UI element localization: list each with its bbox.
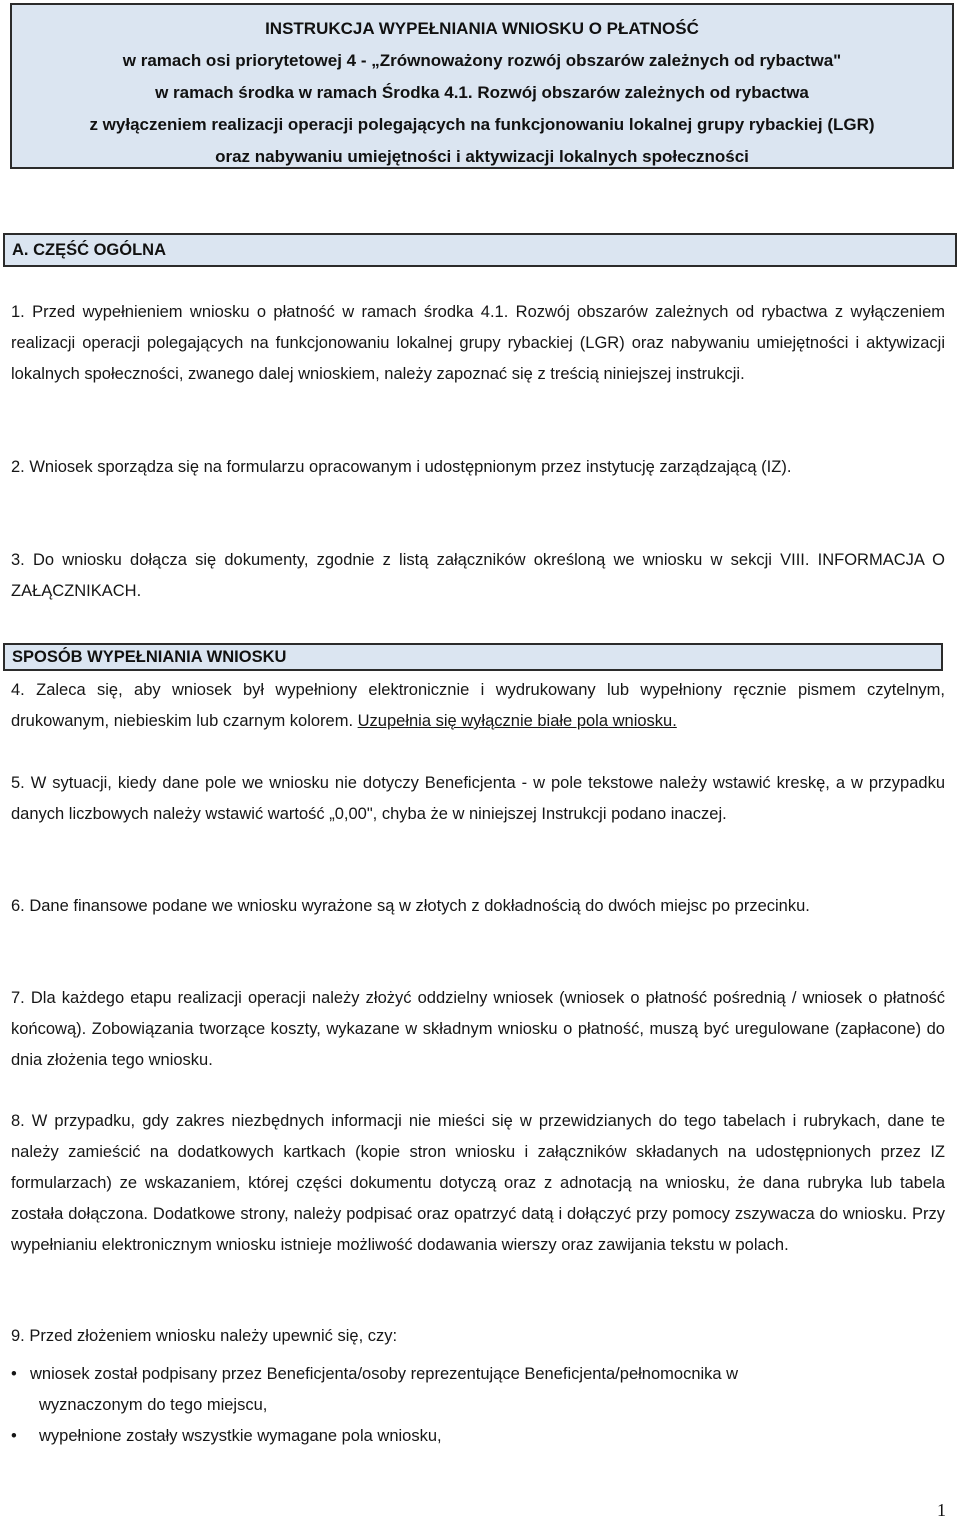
title-line-4: z wyłączeniem realizacji operacji polegających na funkcjonowaniu lokalnej grupy rybackiej (LGR) xyxy=(89,115,875,134)
checklist-item xyxy=(11,1421,945,1452)
section-heading-general: A. CZĘŚĆ OGÓLNA xyxy=(3,233,957,267)
paragraph-4-underlined-text: Uzupełnia się wyłącznie białe pola wniosku. xyxy=(357,712,677,730)
title-line-1: INSTRUKCJA WYPEŁNIANIA WNIOSKU O PŁATNOŚĆ xyxy=(265,19,699,38)
paragraph-6: 6. Dane finansowe podane we wniosku wyrażone są w złotych z dokładnością do dwóch miejsc po przecinku. xyxy=(11,897,810,915)
paragraph-2: 2. Wniosek sporządza się na formularzu opracowanym i udostępnionym przez instytucję zarządzającą (IZ). xyxy=(11,458,792,476)
paragraph-1: 1. Przed wypełnieniem wniosku o płatność w ramach środka 4.1. Rozwój obszarów zależnych od rybactwa z wyłączeniem realizacji operacji polegających na funkcjonowaniu lokalnej grupy rybackiej (LGR) oraz nabywaniu umiejętności i aktywizacji lokalnych społeczności, zwanego dalej wnioskiem, należy zapoznać się z treścią niniejszej instrukcji. xyxy=(11,303,945,383)
title-line-3: w ramach środka w ramach Środka 4.1. Rozwój obszarów zależnych od rybactwa xyxy=(155,83,809,102)
paragraph-5: 5. W sytuacji, kiedy dane pole we wniosku nie dotyczy Beneficjenta - w pole tekstowe należy wstawić kreskę, a w przypadku danych liczbowych należy wstawić wartość „0,00", chyba że w niniejszej Instrukcji podano inaczej. xyxy=(11,774,945,823)
paragraph-4 xyxy=(11,675,945,737)
paragraph-8: 8. W przypadku, gdy zakres niezbędnych informacji nie mieści się w przewidzianych do tego tabelach i rubrykach, dane te należy zamieścić na dodatkowych kartkach (kopie stron wniosku i załączników składanych na udostępnionych przez IZ formularzach) ze wskazaniem, której części dokumentu dotyczą oraz z adnotacją na wniosku, że dana rubryka lub tabela została dołączona. Dodatkowe strony, należy podpisać oraz opatrzyć datą i dołączyć przy pomocy zszywacza do wniosku. Przy wypełnianiu elektronicznym wniosku istnieje możliwość dodawania wierszy oraz zawijania tekstu w polach. xyxy=(11,1112,945,1254)
section-heading-filling-method: SPOSÓB WYPEŁNIANIA WNIOSKU xyxy=(3,643,943,671)
checklist-item-text-continued: wyznaczonym do tego miejscu, xyxy=(39,1396,268,1414)
document-title-box xyxy=(10,3,954,169)
title-line-5: oraz nabywaniu umiejętności i aktywizacji lokalnych społeczności xyxy=(215,147,749,166)
paragraph-7: 7. Dla każdego etapu realizacji operacji należy złożyć oddzielny wniosek (wniosek o płatność pośrednią / wniosek o płatność końcową). Zobowiązania tworzące koszty, wykazane w składnym wniosku o płatność, muszą być uregulowane (zapłacone) do dnia złożenia tego wniosku. xyxy=(11,989,945,1069)
paragraph-9: 9. Przed złożeniem wniosku należy upewnić się, czy: xyxy=(11,1327,398,1345)
bullet-icon: • xyxy=(11,1427,17,1445)
title-line-2: w ramach osi priorytetowej 4 - „Zrównoważony rozwój obszarów zależnych od rybactwa" xyxy=(122,51,842,70)
page-number: 1 xyxy=(937,1500,946,1520)
paragraph-4-text: 4. Zaleca się, aby wniosek był wypełniony elektronicznie i wydrukowany lub wypełniony ręcznie pismem czytelnym, drukowanym, niebieskim lub czarnym kolorem. xyxy=(11,681,945,730)
checklist-item xyxy=(11,1359,945,1421)
bullet-icon: • xyxy=(11,1365,17,1383)
checklist-item-text: wniosek został podpisany przez Beneficjenta/osoby reprezentujące Beneficjenta/pełnomocnika w xyxy=(30,1365,739,1383)
checklist-item-text: wypełnione zostały wszystkie wymagane pola wniosku, xyxy=(39,1427,442,1445)
paragraph-3: 3. Do wniosku dołącza się dokumenty, zgodnie z listą załączników określoną we wniosku w sekcji VIII. INFORMACJA O ZAŁĄCZNIKACH. xyxy=(11,551,945,600)
